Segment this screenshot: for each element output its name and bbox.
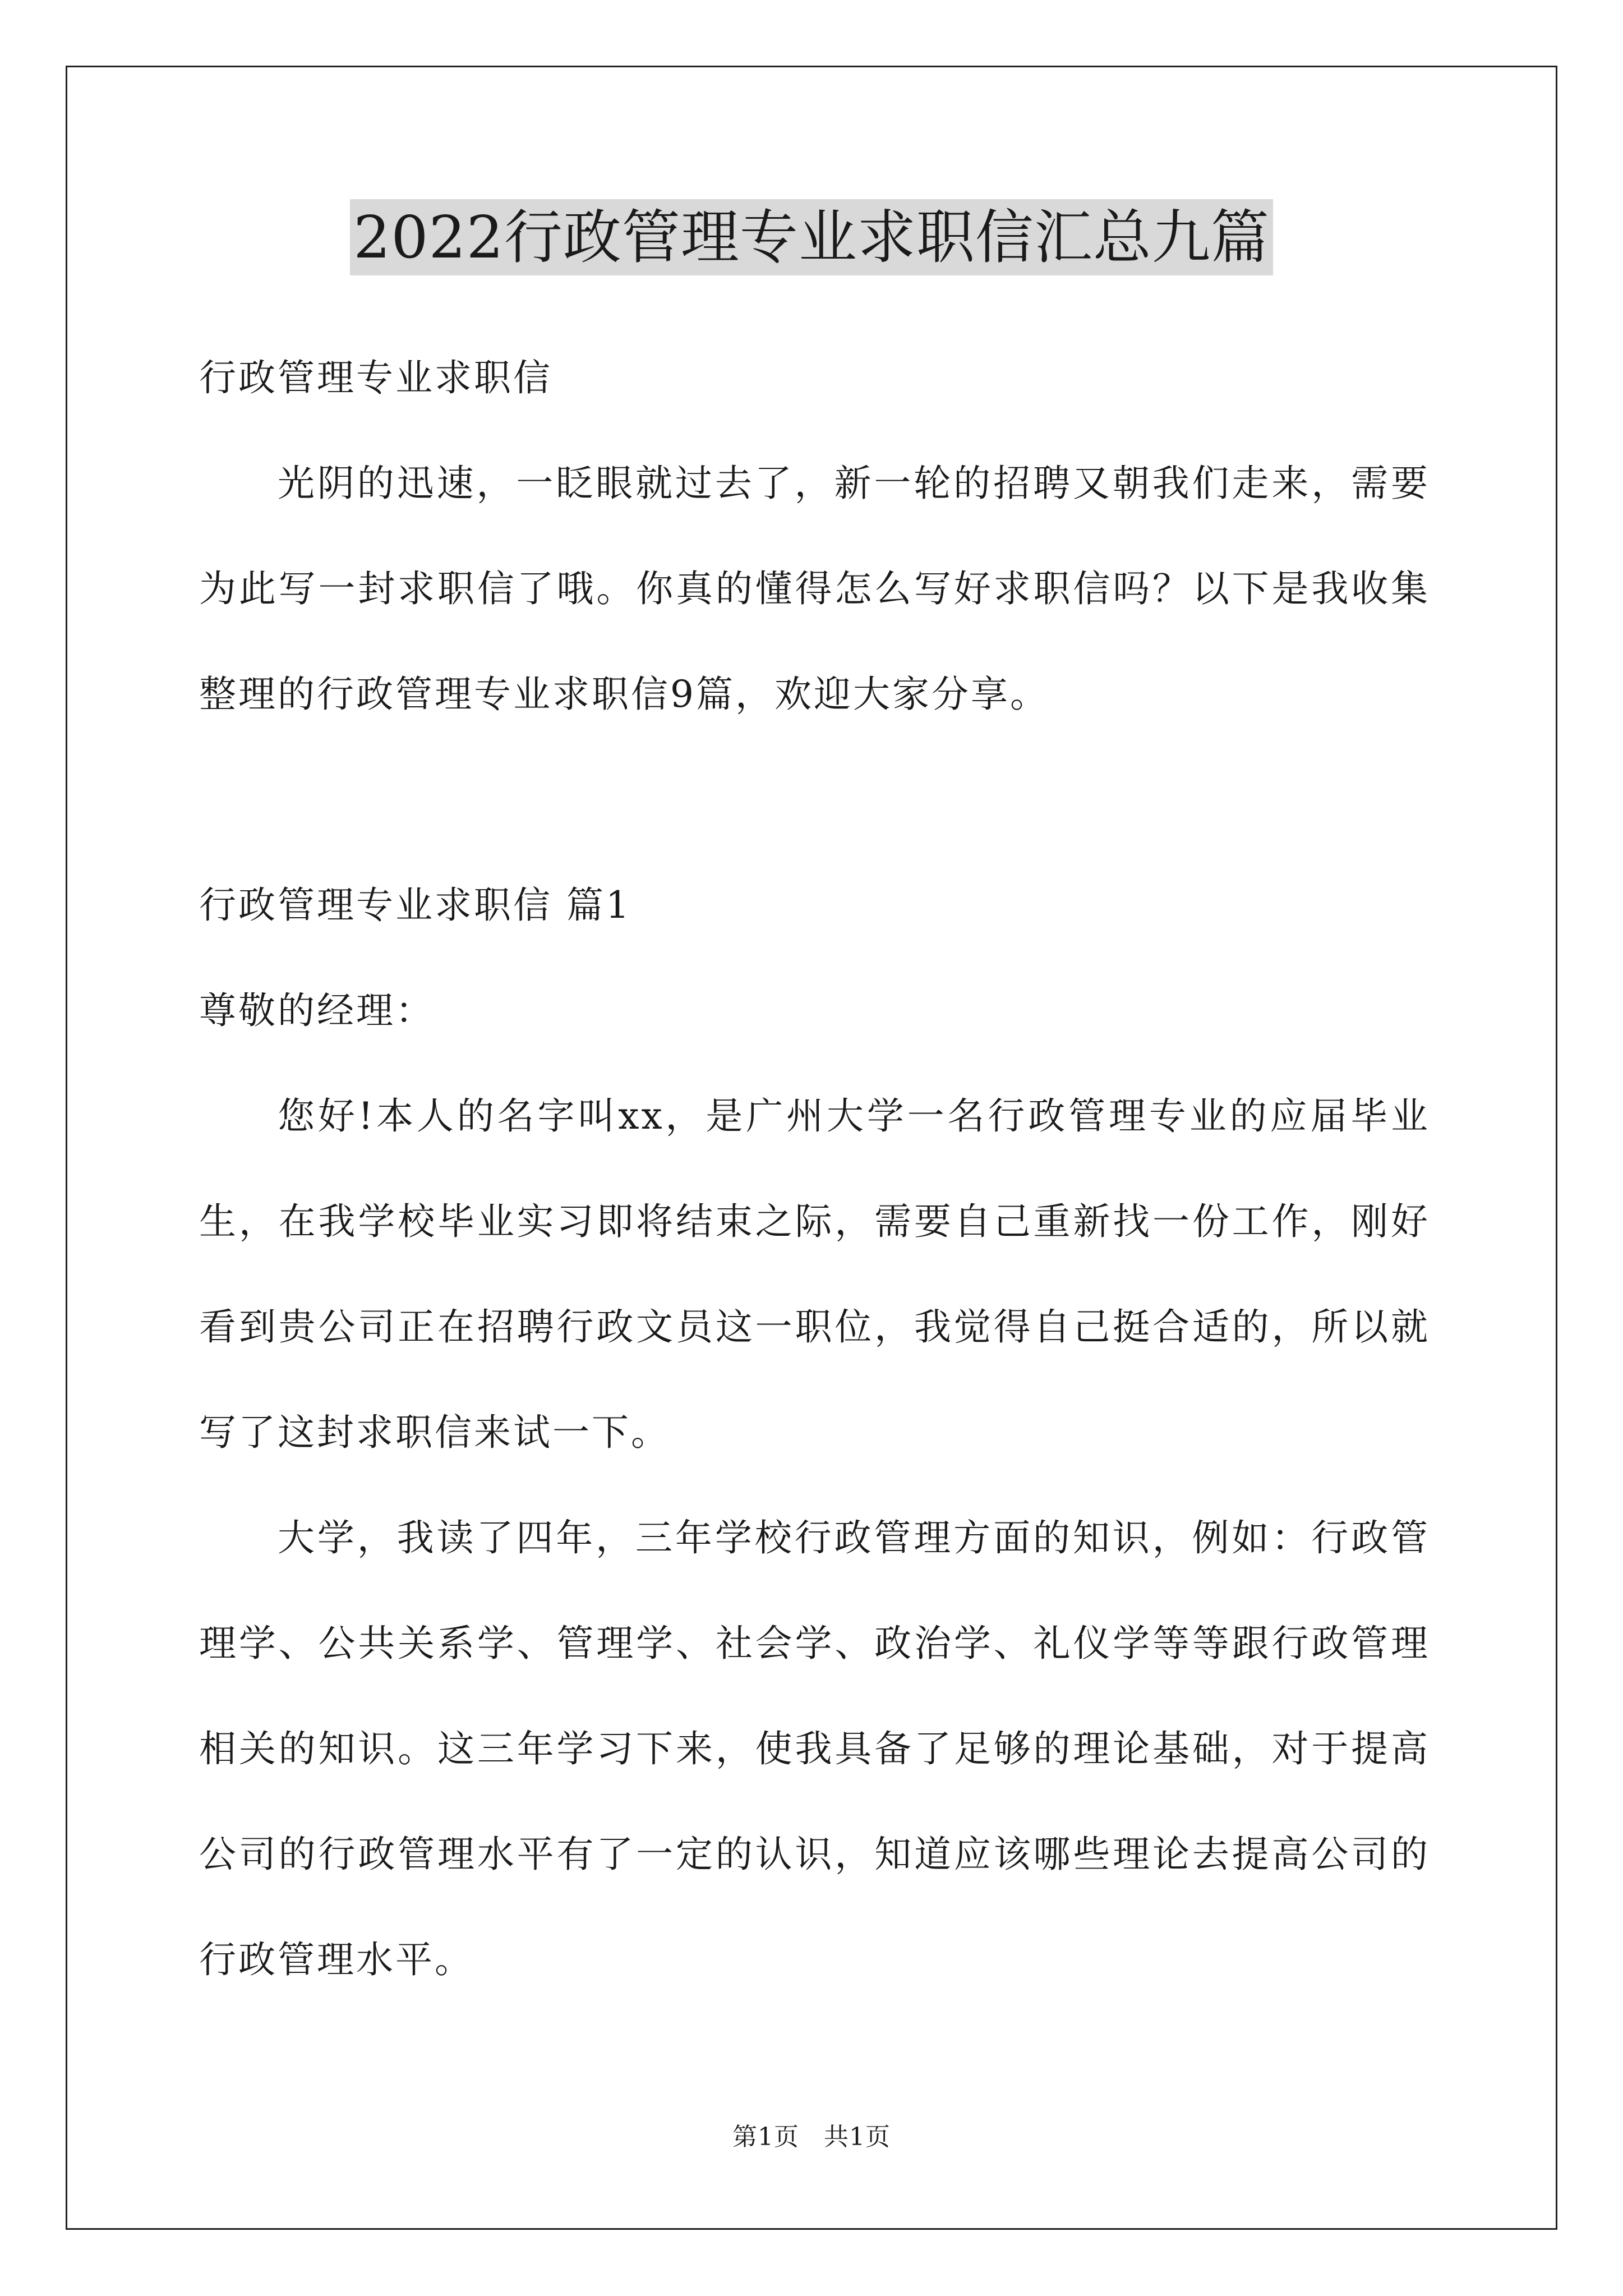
salutation: 尊敬的经理： [199, 989, 435, 1032]
body-paragraph-1: 您好!本人的名字叫xx，是广州大学一名行政管理专业的应届毕业生，在我学校毕业实习即将结束之际，需要自己重新找一份工作，刚好看到贵公司正在招聘行政文员这一职位，我觉得自己挺合适的，所以就写了这封求职信来试一下。 [199, 1094, 1430, 1454]
page-number: 第1页 [732, 2123, 799, 2151]
title-container [0, 199, 1623, 275]
spacer [199, 747, 1430, 853]
section-title: 行政管理专业求职信 篇1 [199, 884, 631, 927]
page-footer [0, 2120, 1623, 2154]
document-title: 2022行政管理专业求职信汇总九篇 [350, 199, 1273, 275]
page-total: 共1页 [824, 2123, 891, 2151]
body-paragraph-2: 大学，我读了四年，三年学校行政管理方面的知识，例如：行政管理学、公共关系学、管理学、社会学、政治学、礼仪学等等跟行政管理相关的知识。这三年学习下来，使我具备了足够的理论基础，对于提高公司的行政管理水平有了一定的认识，知道应该哪些理论去提高公司的行政管理水平。 [199, 1516, 1430, 1981]
intro-paragraph: 光阴的迅速，一眨眼就过去了，新一轮的招聘又朝我们走来，需要为此写一封求职信了哦。你真的懂得怎么写好求职信吗？以下是我收集整理的行政管理专业求职信9篇，欢迎大家分享。 [199, 462, 1430, 716]
document-body [199, 325, 1430, 2013]
document-heading: 行政管理专业求职信 [199, 356, 552, 399]
